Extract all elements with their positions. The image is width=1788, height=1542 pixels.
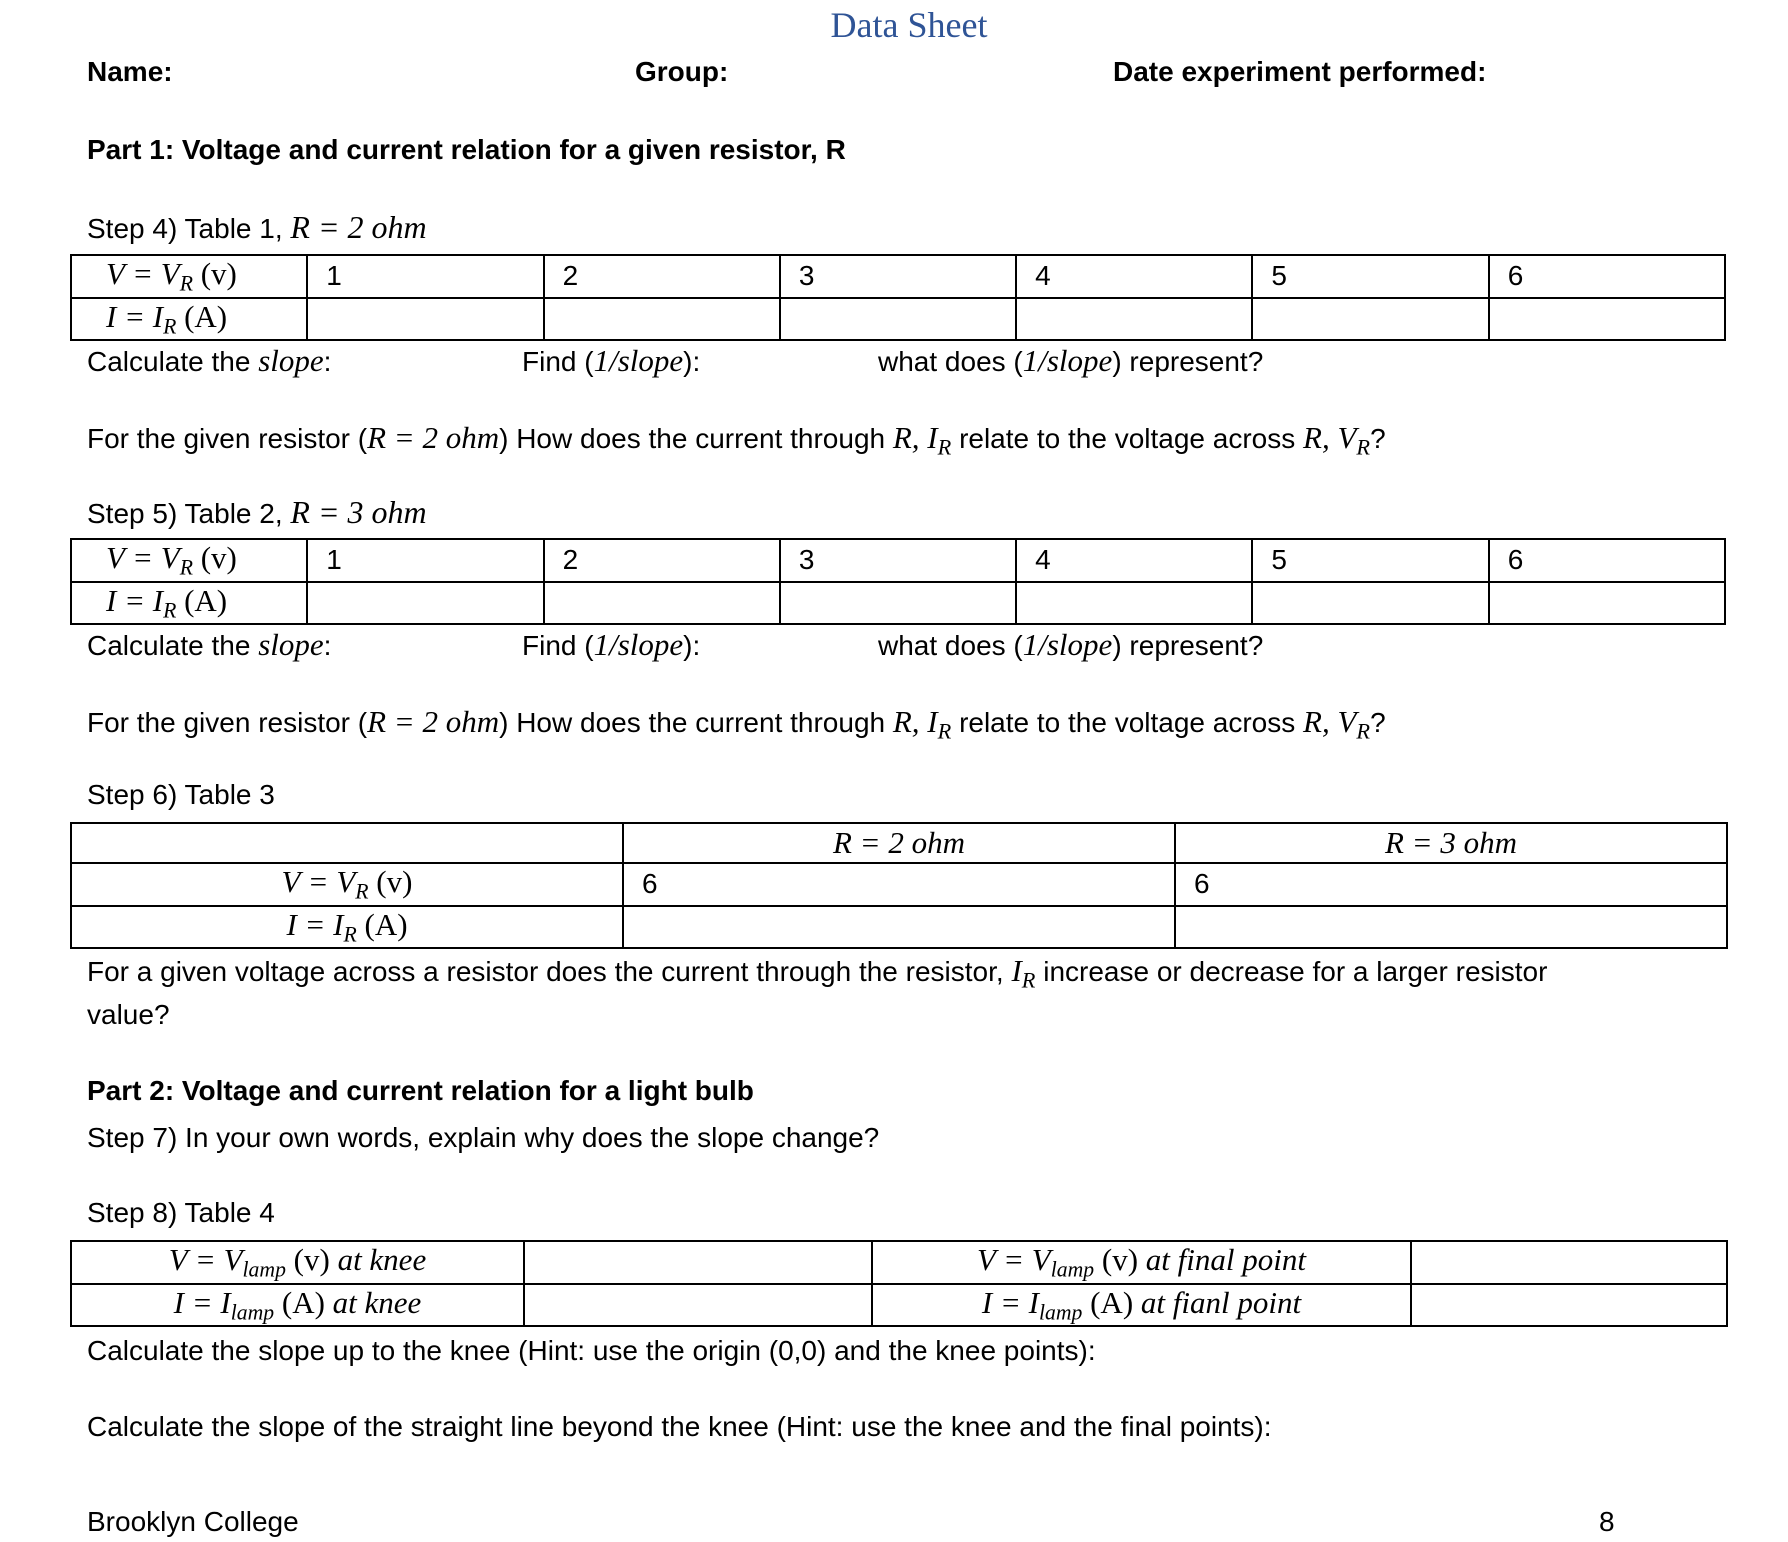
represent-question-2: what does (1/slope) represent? xyxy=(878,627,1264,662)
current-cell[interactable] xyxy=(1489,298,1725,341)
resistor-comparison-question: For a given voltage across a resistor does the current through the resistor, $I_R$ increase or decrease for a larger resistor xyxy=(87,953,1548,993)
voltage-cell: 6 xyxy=(1175,863,1727,906)
resistor-question-1: For the given resistor (R = 2 ohm) How does the current through R, $I_R$ relate to the voltage across R, $V_R$? xyxy=(87,420,1386,460)
current-cell[interactable] xyxy=(1016,298,1252,341)
table-row xyxy=(71,255,1725,298)
table-1 xyxy=(70,254,1726,341)
final-current-label: $I = I_{lamp}$ (A) at fianl point xyxy=(872,1284,1411,1327)
final-current-cell[interactable] xyxy=(1411,1284,1727,1327)
table-3 xyxy=(70,822,1728,949)
page-title: Data Sheet xyxy=(830,5,988,45)
voltage-cell: 6 xyxy=(1489,539,1725,582)
group-label: Group: xyxy=(635,56,729,87)
page-number: 8 xyxy=(1599,1506,1615,1537)
table-row xyxy=(71,863,1727,906)
current-cell[interactable] xyxy=(780,582,1016,625)
table-row xyxy=(71,1241,1727,1284)
voltage-cell: 3 xyxy=(780,255,1016,298)
footer-institution: Brooklyn College xyxy=(87,1506,299,1537)
knee-current-label: $I = I_{lamp}$ (A) at knee xyxy=(71,1284,524,1327)
empty-header-cell xyxy=(71,823,623,863)
table-2 xyxy=(70,538,1726,625)
r2-column-header: R = 2 ohm xyxy=(623,823,1175,863)
current-cell[interactable] xyxy=(544,582,780,625)
voltage-cell: 3 xyxy=(780,539,1016,582)
voltage-cell: 2 xyxy=(544,255,780,298)
part1-heading: Part 1: Voltage and current relation for a given resistor, R xyxy=(87,134,846,165)
table-4 xyxy=(70,1240,1728,1327)
voltage-cell: 6 xyxy=(1489,255,1725,298)
current-row-label: $I = I_R$ (A) xyxy=(71,298,307,341)
current-cell[interactable] xyxy=(1175,906,1727,949)
voltage-cell: 4 xyxy=(1016,539,1252,582)
represent-question-1: what does (1/slope) represent? xyxy=(878,343,1264,378)
step7-question: Step 7) In your own words, explain why does the slope change? xyxy=(87,1122,880,1153)
table-row xyxy=(71,539,1725,582)
voltage-cell: 2 xyxy=(544,539,780,582)
table-row xyxy=(71,1284,1727,1327)
knee-current-cell[interactable] xyxy=(524,1284,872,1327)
voltage-cell: 1 xyxy=(307,539,543,582)
current-cell[interactable] xyxy=(623,906,1175,949)
current-cell[interactable] xyxy=(544,298,780,341)
voltage-cell: 4 xyxy=(1016,255,1252,298)
step6-label: Step 6) Table 3 xyxy=(87,779,275,810)
calc-beyond-knee-slope: Calculate the slope of the straight line beyond the knee (Hint: use the knee and the final points): xyxy=(87,1411,1272,1442)
find-inverse-slope-2: Find (1/slope): xyxy=(522,627,701,662)
current-cell[interactable] xyxy=(307,582,543,625)
step5-r-value: R = 3 ohm xyxy=(290,494,427,530)
name-label: Name: xyxy=(87,56,173,87)
step4-label: Step 4) Table 1, R = 2 ohm xyxy=(87,209,427,245)
current-cell[interactable] xyxy=(1252,582,1488,625)
step5-label: Step 5) Table 2, R = 3 ohm xyxy=(87,494,427,530)
voltage-row-label: $V = V_R$ (v) xyxy=(71,539,307,582)
voltage-cell: 5 xyxy=(1252,539,1488,582)
current-row-label: $I = I_R$ (A) xyxy=(71,906,623,949)
r3-column-header: R = 3 ohm xyxy=(1175,823,1727,863)
current-cell[interactable] xyxy=(1252,298,1488,341)
voltage-row-label: $V = V_R$ (v) xyxy=(71,255,307,298)
date-label: Date experiment performed: xyxy=(1113,56,1487,87)
step8-label: Step 8) Table 4 xyxy=(87,1197,275,1228)
part2-heading: Part 2: Voltage and current relation for a light bulb xyxy=(87,1075,754,1106)
knee-voltage-label: $V = V_{lamp}$ (v) at knee xyxy=(71,1241,524,1284)
final-voltage-label: $V = V_{lamp}$ (v) at final point xyxy=(872,1241,1411,1284)
current-cell[interactable] xyxy=(307,298,543,341)
current-cell[interactable] xyxy=(780,298,1016,341)
final-voltage-cell[interactable] xyxy=(1411,1241,1727,1284)
current-row-label: $I = I_R$ (A) xyxy=(71,582,307,625)
voltage-cell: 6 xyxy=(623,863,1175,906)
voltage-cell: 5 xyxy=(1252,255,1488,298)
find-inverse-slope-1: Find (1/slope): xyxy=(522,343,701,378)
table-row xyxy=(71,298,1725,341)
voltage-row-label: $V = V_R$ (v) xyxy=(71,863,623,906)
calc-slope-1: Calculate the slope: xyxy=(87,343,332,378)
current-cell[interactable] xyxy=(1489,582,1725,625)
knee-voltage-cell[interactable] xyxy=(524,1241,872,1284)
table-row xyxy=(71,582,1725,625)
calc-knee-slope: Calculate the slope up to the knee (Hint: use the origin (0,0) and the knee points): xyxy=(87,1335,1096,1366)
resistor-comparison-question-cont: value? xyxy=(87,999,170,1030)
resistor-question-2: For the given resistor (R = 2 ohm) How does the current through R, $I_R$ relate to the voltage across R, $V_R$? xyxy=(87,704,1386,744)
table-row xyxy=(71,906,1727,949)
calc-slope-2: Calculate the slope: xyxy=(87,627,332,662)
voltage-cell: 1 xyxy=(307,255,543,298)
step4-r-value: R = 2 ohm xyxy=(290,209,427,245)
current-cell[interactable] xyxy=(1016,582,1252,625)
table-row xyxy=(71,823,1727,863)
